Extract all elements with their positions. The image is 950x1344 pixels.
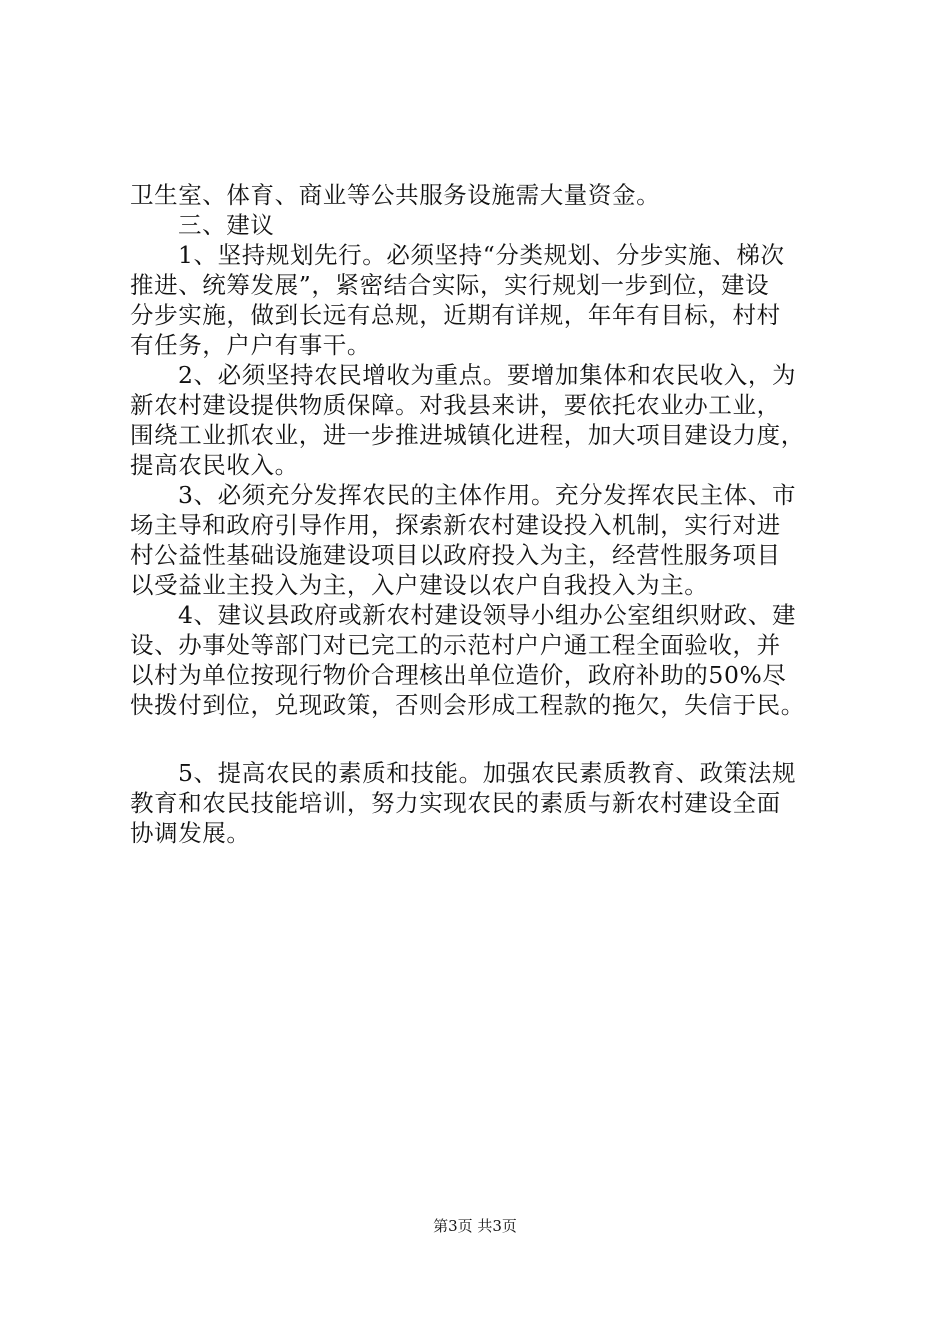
text-line: 协调发展。 [130, 819, 251, 847]
section-heading: 三、建议 [178, 211, 275, 239]
text-line: 村公益性基础设施建设项目以政府投入为主，经营性服务项目 [130, 541, 781, 569]
text-line: 围绕工业抓农业，进一步推进城镇化进程，加大项目建设力度， [130, 421, 805, 449]
text-line: 有任务，户户有事干。 [130, 331, 371, 359]
text-line: 推进、统筹发展”，紧密结合实际，实行规划一步到位，建设 [130, 271, 770, 299]
text-line: 2、必须坚持农民增收为重点。要增加集体和农民收入，为 [178, 361, 797, 389]
text-line: 提高农民收入。 [130, 451, 299, 479]
text-line: 快拨付到位，兑现政策，否则会形成工程款的拖欠，失信于民。 [130, 691, 805, 719]
text-line: 4、建议县政府或新农村建设领导小组办公室组织财政、建 [178, 601, 797, 629]
text-line: 卫生室、体育、商业等公共服务设施需大量资金。 [130, 181, 661, 209]
text-line: 1、坚持规划先行。必须坚持“分类规划、分步实施、梯次 [178, 241, 785, 269]
text-line: 5、提高农民的素质和技能。加强农民素质教育、政策法规 [178, 759, 797, 787]
text-line: 分步实施，做到长远有总规，近期有详规，年年有目标，村村 [130, 301, 781, 329]
text-line: 教育和农民技能培训，努力实现农民的素质与新农村建设全面 [130, 789, 781, 817]
text-line: 设、办事处等部门对已完工的示范村户户通工程全面验收，并 [130, 631, 781, 659]
text-line: 场主导和政府引导作用，探索新农村建设投入机制，实行对进 [130, 511, 781, 539]
page-number-footer: 第3页 共3页 [433, 1217, 517, 1235]
text-line: 3、必须充分发挥农民的主体作用。充分发挥农民主体、市 [178, 481, 797, 509]
text-line: 新农村建设提供物质保障。对我县来讲，要依托农业办工业， [130, 391, 781, 419]
text-line: 以村为单位按现行物价合理核出单位造价，政府补助的50%尽 [130, 661, 787, 689]
text-line: 以受益业主投入为主，入户建设以农户自我投入为主。 [130, 571, 709, 599]
